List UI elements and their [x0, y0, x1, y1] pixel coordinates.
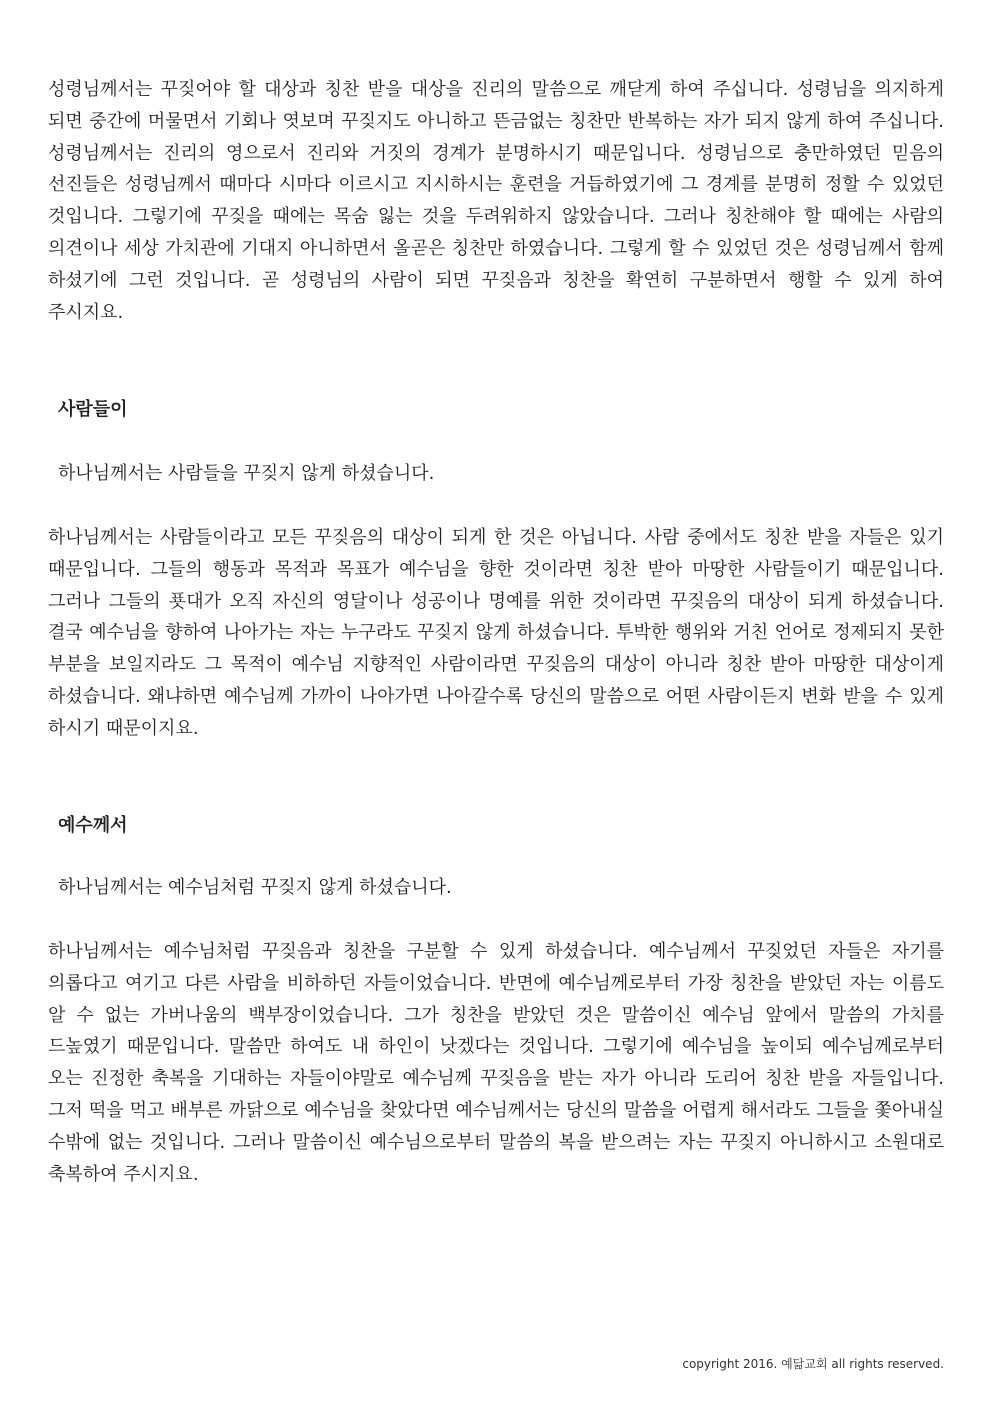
section-body-people: 하나님께서는 사람들이라고 모든 꾸짖음의 대상이 되게 한 것은 아닙니다. 사람 중에서도 칭찬 받을 자들은 있기 때문입니다. 그들의 행동과 목적과 목표가 예수님을 향한 것이라면 칭찬 받아 마땅한 사람들이기 때문입니다. 그러나 그들의 푯대가 오직 자신의 영달이나 성공이나 명예를 위한 것이라면 꾸짖음의 대상이 되게 하셨습니다. 결국 예수님을 향하여 나아가는 자는 누구라도 꾸짖지 않게 하셨습니다. 투박한 행위와 거친 언어로 정제되지 못한 부분을 보일지라도 그 목적이 예수님 지향적인 사람이라면 꾸짖음의 대상이 아니라 칭찬 받아 마땅한 대상이게 하셨습니다. 왜냐하면 예수님께 가까이 나아가면 나아갈수록 당신의 말씀으로 어떤 사람이든지 변화 받을 수 있게 하시기 때문이지요. [48, 527, 944, 739]
section-body-jesus: 하나님께서는 예수님처럼 꾸짖음과 칭찬을 구분할 수 있게 하셨습니다. 예수님께서 꾸짖었던 자들은 자기를 의롭다고 여기고 다른 사람을 비하하던 자들이었습니다. 반면에 예수님께로부터 가장 칭찬을 받았던 자는 이름도 알 수 없는 가버나움의 백부장이었습니다. 그가 칭찬을 받았던 것은 말씀이신 예수님 앞에서 말씀의 가치를 드높였기 때문입니다. 말씀만 하여도 내 하인이 낫겠다는 것입니다. 그렇기에 예수님을 높이되 예수님께로부터 오는 진정한 축복을 기대하는 자들이야말로 예수님께 꾸짖음을 받는 자가 아니라 도리어 칭찬 받을 자들입니다. 그저 떡을 먹고 배부른 까닭으로 예수님을 찾았다면 예수님께서는 당신의 말씀을 어렵게 해서라도 그들을 쫓아내실 수밖에 없는 것입니다. 그러나 말씀이신 예수님으로부터 말씀의 복을 받으려는 자는 꾸짖지 아니하시고 소원대로 축복하여 주시지요. [48, 941, 944, 1185]
intro-paragraph: 성령님께서는 꾸짖어야 할 대상과 칭찬 받을 대상을 진리의 말씀으로 깨닫게 하여 주십니다. 성령님을 의지하게 되면 중간에 머물면서 기회나 엿보며 꾸짖지도 아니하고 뜬금없는 칭찬만 반복하는 자가 되지 않게 하여 주십니다. 성령님께서는 진리의 영으로서 진리와 거짓의 경계가 분명하시기 때문입니다. 성령님으로 충만하였던 믿음의 선진들은 성령님께서 때마다 시마다 이르시고 지시하시는 훈련을 거듭하였기에 그 경계를 분명히 정할 수 있었던 것입니다. 그렇기에 꾸짖을 때에는 목숨 잃는 것을 두려워하지 않았습니다. 그러나 칭찬해야 할 때에는 사람의 의견이나 세상 가치관에 기대지 아니하면서 올곧은 칭찬만 하였습니다. 그렇게 할 수 있었던 것은 성령님께서 함께 하셨기에 그런 것입니다. 곧 성령님의 사람이 되면 꾸짖음과 칭찬을 확연히 구분하면서 행할 수 있게 하여 주시지요. [48, 79, 944, 323]
section-heading-jesus: 예수께서 [58, 815, 128, 836]
section-lead-people: 하나님께서는 사람들을 꾸짖지 않게 하셨습니다. [58, 463, 435, 484]
section-heading-people: 사람들이 [58, 399, 128, 420]
copyright-footer: copyright 2016. 예닮교회 all rights reserved. [682, 1357, 944, 1371]
section-lead-jesus: 하나님께서는 예수님처럼 꾸짖지 않게 하셨습니다. [58, 877, 452, 898]
